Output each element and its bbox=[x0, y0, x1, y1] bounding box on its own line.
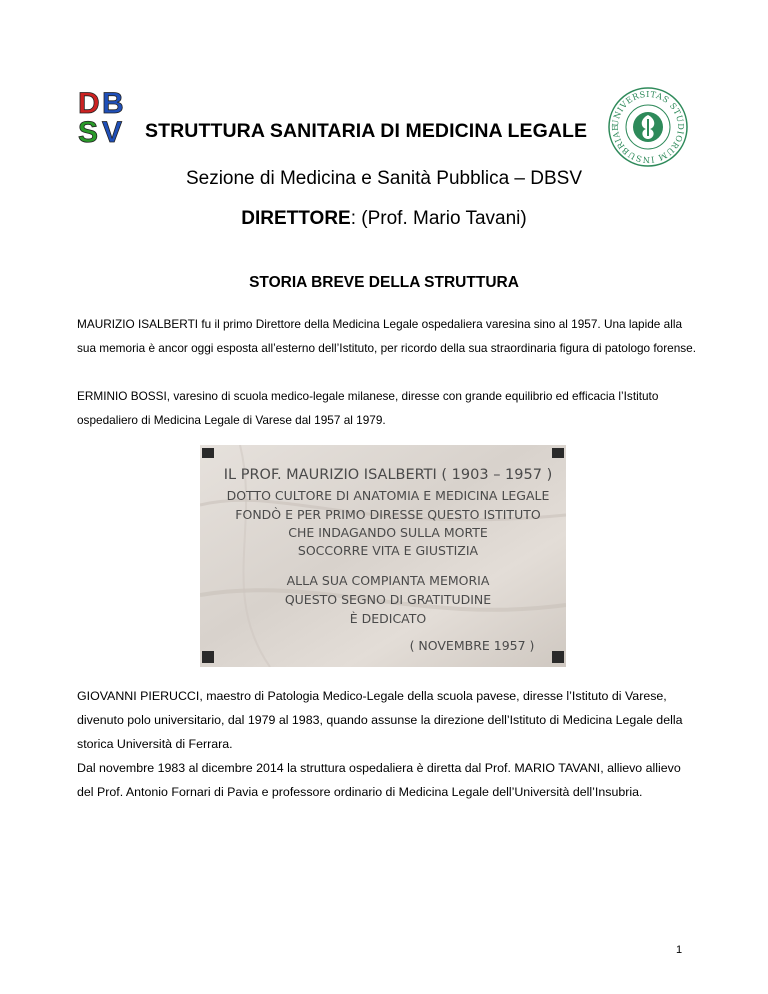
director-label: DIRETTORE bbox=[241, 208, 351, 229]
history-heading: STORIA BREVE DELLA STRUTTURA bbox=[249, 274, 519, 291]
plaque-bolt bbox=[552, 651, 564, 663]
logo-letter-d: D bbox=[78, 87, 100, 120]
page-number: 1 bbox=[676, 944, 683, 956]
university-seal-logo bbox=[607, 86, 689, 168]
dbsv-logo bbox=[77, 86, 129, 144]
logo-letter-v: V bbox=[102, 116, 123, 144]
plaque-line-2: DOTTO CULTORE DI ANATOMIA E MEDICINA LEGALE bbox=[226, 488, 550, 503]
paragraph-pierucci: GIOVANNI PIERUCCI, maestro di Patologia Medico-Legale della scuola pavese, diresse l’Istituto di Varese, divenuto polo universitario, dal 1979 al 1983, quando assunse la direzione dell’Istituto di Medicina Legale della storica Università di Ferrara. bbox=[77, 689, 683, 751]
director-line bbox=[0, 208, 768, 230]
paragraph-tavani: Dal novembre 1983 al dicembre 2014 la struttura ospedaliera è diretta dal Prof. MARIO TAVANI, allievo allievo del Prof. Antonio Fornari di Pavia e professore ordinario di Medicina Legale dell’Università dell’Insubria. bbox=[77, 761, 681, 799]
plaque-line-9: ( NOVEMBRE 1957 ) bbox=[409, 638, 535, 653]
svg-text:UNIVERSITAS STUDIORUM INSUBRIA: UNIVERSITAS STUDIORUM INSUBRIAE bbox=[609, 88, 687, 166]
page-title: STRUTTURA SANITARIA DI MEDICINA LEGALE bbox=[145, 120, 588, 142]
paragraph-bossi: ERMINIO BOSSI, varesino di scuola medico-legale milanese, diresse con grande equilibrio ed efficacia l’Istituto ospedaliero di Medicina Legale di Varese dal 1957 al 1979. bbox=[77, 389, 659, 427]
plaque-line-5: SOCCORRE VITA E GIUSTIZIA bbox=[297, 543, 479, 558]
plaque-line-1: IL PROF. MAURIZIO ISALBERTI ( 1903 – 1957 ) bbox=[223, 467, 553, 483]
plaque-line-7: QUESTO SEGNO DI GRATITUDINE bbox=[284, 592, 492, 607]
plaque-line-6: ALLA SUA COMPIANTA MEMORIA bbox=[286, 573, 490, 588]
memorial-plaque-photo bbox=[200, 445, 566, 667]
plaque-line-8: È DEDICATO bbox=[349, 611, 427, 626]
plaque-line-4: CHE INDAGANDO SULLA MORTE bbox=[288, 525, 488, 540]
plaque-line-3: FONDÒ E PER PRIMO DIRESSE QUESTO ISTITUTO bbox=[235, 507, 541, 522]
plaque-bolt bbox=[552, 448, 564, 458]
logo-letter-s: S bbox=[78, 116, 99, 144]
section-subtitle: Sezione di Medicina e Sanità Pubblica – DBSV bbox=[185, 168, 583, 189]
plaque-bolt bbox=[202, 651, 214, 663]
paragraph-isalberti: MAURIZIO ISALBERTI fu il primo Direttore della Medicina Legale ospedaliera varesina sino al 1957. Una lapide alla sua memoria è ancor oggi esposta all’esterno dell’Istituto, per ricordo della sua straordinaria figura di patologo forense. bbox=[77, 317, 697, 355]
plaque-bolt bbox=[202, 448, 214, 458]
director-value: : (Prof. Mario Tavani) bbox=[350, 208, 527, 229]
logo-letter-b: B bbox=[102, 87, 124, 120]
